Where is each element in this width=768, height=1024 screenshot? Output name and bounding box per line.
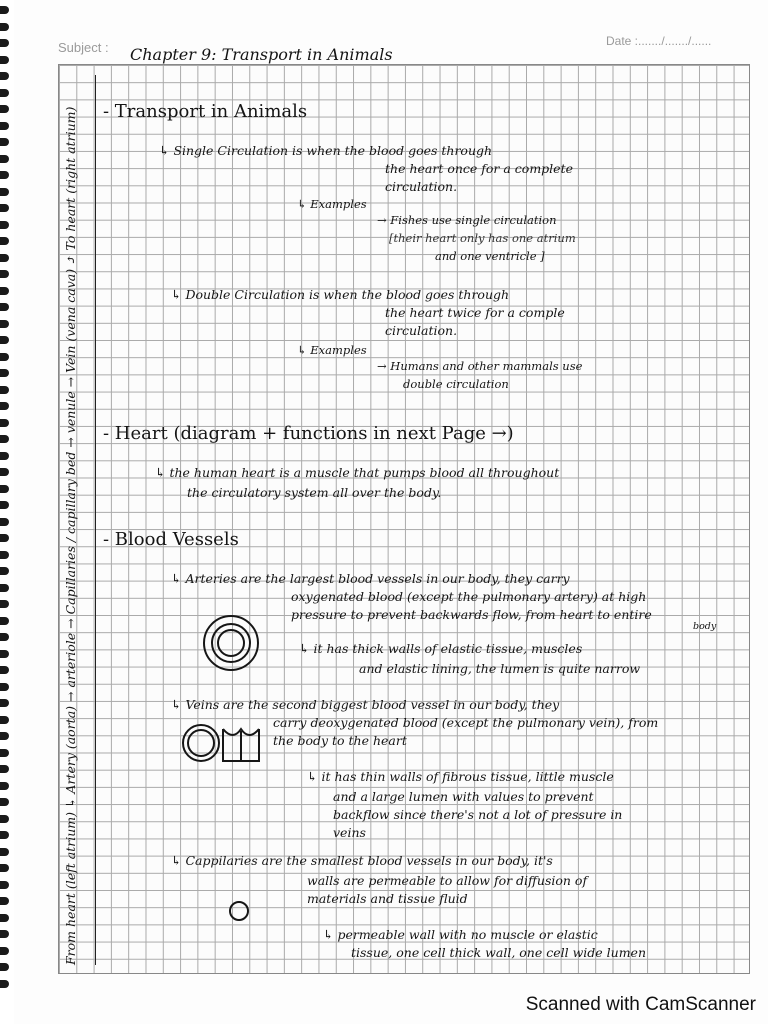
spiral-ring — [0, 468, 9, 476]
double-examples-label: ↳ Examples — [297, 343, 367, 357]
scanner-watermark: Scanned with CamScanner — [525, 994, 756, 1015]
spiral-ring — [0, 831, 9, 839]
spiral-ring — [0, 551, 9, 559]
spiral-ring — [0, 72, 9, 80]
spiral-ring — [0, 765, 9, 773]
arteries-text: oxygenated blood (except the pulmonary artery) at high — [291, 589, 647, 604]
spiral-ring — [0, 270, 9, 278]
spiral-ring — [0, 650, 9, 658]
heart-description: the circulatory system all over the body. — [187, 485, 442, 500]
veins-text: and a large lumen with values to prevent — [333, 789, 594, 804]
spiral-ring — [0, 386, 9, 394]
arteries-text: pressure to prevent backwards flow, from heart to entire — [291, 607, 652, 622]
double-circulation-line: the heart twice for a comple — [385, 305, 565, 320]
spiral-ring — [0, 501, 9, 509]
date-label: Date :......./......./...... — [606, 34, 712, 48]
spiral-ring — [0, 518, 9, 526]
vein-cross-section-drawing — [181, 721, 265, 765]
spiral-ring — [0, 188, 9, 196]
spiral-ring — [0, 947, 9, 955]
spiral-ring — [0, 336, 9, 344]
spiral-ring — [0, 171, 9, 179]
subject-label: Subject : — [58, 40, 109, 55]
spiral-ring — [0, 56, 9, 64]
single-example-text: → Fishes use single circulation — [377, 213, 557, 227]
heading-blood-vessels: - Blood Vessels — [103, 529, 239, 550]
spiral-ring — [0, 683, 9, 691]
spiral-ring — [0, 798, 9, 806]
spiral-ring — [0, 6, 9, 14]
spiral-ring — [0, 155, 9, 163]
spiral-ring — [0, 534, 9, 542]
spiral-ring — [0, 584, 9, 592]
veins-text: backflow since there's not a lot of pressure in — [333, 807, 623, 822]
single-examples-label: ↳ Examples — [297, 197, 367, 211]
spiral-ring — [0, 815, 9, 823]
spiral-ring — [0, 452, 9, 460]
spiral-ring — [0, 303, 9, 311]
capillary-cross-section-drawing — [227, 899, 251, 923]
veins-text: ↳ Veins are the second biggest blood vessel in our body, they — [171, 697, 560, 712]
capillaries-text: ↳ permeable wall with no muscle or elastic — [323, 927, 598, 942]
spiral-ring — [0, 963, 9, 971]
capillaries-text: materials and tissue fluid — [307, 891, 468, 906]
spiral-ring — [0, 122, 9, 130]
spiral-ring — [0, 980, 9, 988]
veins-text: ↳ it has thin walls of fibrous tissue, little muscle — [307, 769, 614, 784]
veins-text: carry deoxygenated blood (except the pulmonary vein), from — [273, 715, 659, 730]
arteries-text: ↳ it has thick walls of elastic tissue, muscles — [299, 641, 583, 656]
spiral-ring — [0, 369, 9, 377]
spiral-ring — [0, 435, 9, 443]
notebook-page — [14, 0, 768, 1024]
heading-heart: - Heart (diagram + functions in next Page →) — [103, 423, 514, 444]
grid-area — [58, 64, 750, 974]
spiral-ring — [0, 320, 9, 328]
spiral-ring — [0, 617, 9, 625]
spiral-ring — [0, 485, 9, 493]
spiral-ring — [0, 782, 9, 790]
spiral-ring — [0, 39, 9, 47]
heart-description: ↳ the human heart is a muscle that pumps blood all throughout — [155, 465, 560, 480]
veins-text: veins — [333, 825, 366, 840]
spiral-ring — [0, 633, 9, 641]
capillaries-text: ↳ Cappilaries are the smallest blood vessels in our body, it's — [171, 853, 553, 868]
single-example-text: and one ventricle ] — [435, 249, 545, 263]
spiral-ring — [0, 221, 9, 229]
arteries-text: body — [693, 621, 717, 632]
spiral-ring — [0, 699, 9, 707]
double-circulation-line: circulation. — [385, 323, 458, 338]
double-example-text: double circulation — [403, 377, 509, 391]
spiral-ring — [0, 600, 9, 608]
spiral-ring — [0, 881, 9, 889]
spiral-ring — [0, 567, 9, 575]
spiral-ring — [0, 749, 9, 757]
spiral-ring — [0, 402, 9, 410]
single-circulation-line: circulation. — [385, 179, 458, 194]
margin-divider — [95, 75, 96, 965]
arteries-text: and elastic lining, the lumen is quite narrow — [359, 661, 641, 676]
spiral-ring — [0, 353, 9, 361]
double-example-text: → Humans and other mammals use — [377, 359, 583, 373]
spiral-ring — [0, 237, 9, 245]
spiral-ring — [0, 204, 9, 212]
spiral-ring — [0, 897, 9, 905]
single-example-text: [their heart only has one atrium — [389, 231, 576, 245]
spiral-ring — [0, 105, 9, 113]
spiral-ring — [0, 23, 9, 31]
spiral-ring — [0, 287, 9, 295]
spiral-ring — [0, 930, 9, 938]
single-circulation-line: the heart once for a complete — [385, 161, 573, 176]
spiral-ring — [0, 864, 9, 872]
spiral-ring — [0, 914, 9, 922]
capillaries-text: tissue, one cell thick wall, one cell wide lumen — [351, 945, 647, 960]
arteries-text: ↳ Arteries are the largest blood vessels in our body, they carry — [171, 571, 570, 586]
veins-text: the body to the heart — [273, 733, 407, 748]
spiral-ring — [0, 89, 9, 97]
circulation-path-note: From heart (left atrium) ↳ Artery (aorta) → arteriole → Capillaries / capillary bed → venule → Vein (vena cava) ⤴ To heart (right atrium) — [63, 106, 78, 965]
heading-transport: - Transport in Animals — [103, 101, 308, 122]
spiral-ring — [0, 666, 9, 674]
spiral-ring — [0, 716, 9, 724]
spiral-ring — [0, 138, 9, 146]
single-circulation-line: ↳ Single Circulation is when the blood goes through — [159, 143, 493, 158]
spiral-ring — [0, 419, 9, 427]
spiral-ring — [0, 848, 9, 856]
spiral-ring — [0, 254, 9, 262]
capillaries-text: walls are permeable to allow for diffusion of — [307, 873, 588, 888]
spiral-ring — [0, 732, 9, 740]
double-circulation-line: ↳ Double Circulation is when the blood goes through — [171, 287, 510, 302]
page-title: Chapter 9: Transport in Animals — [130, 45, 393, 64]
artery-cross-section-drawing — [199, 611, 263, 675]
